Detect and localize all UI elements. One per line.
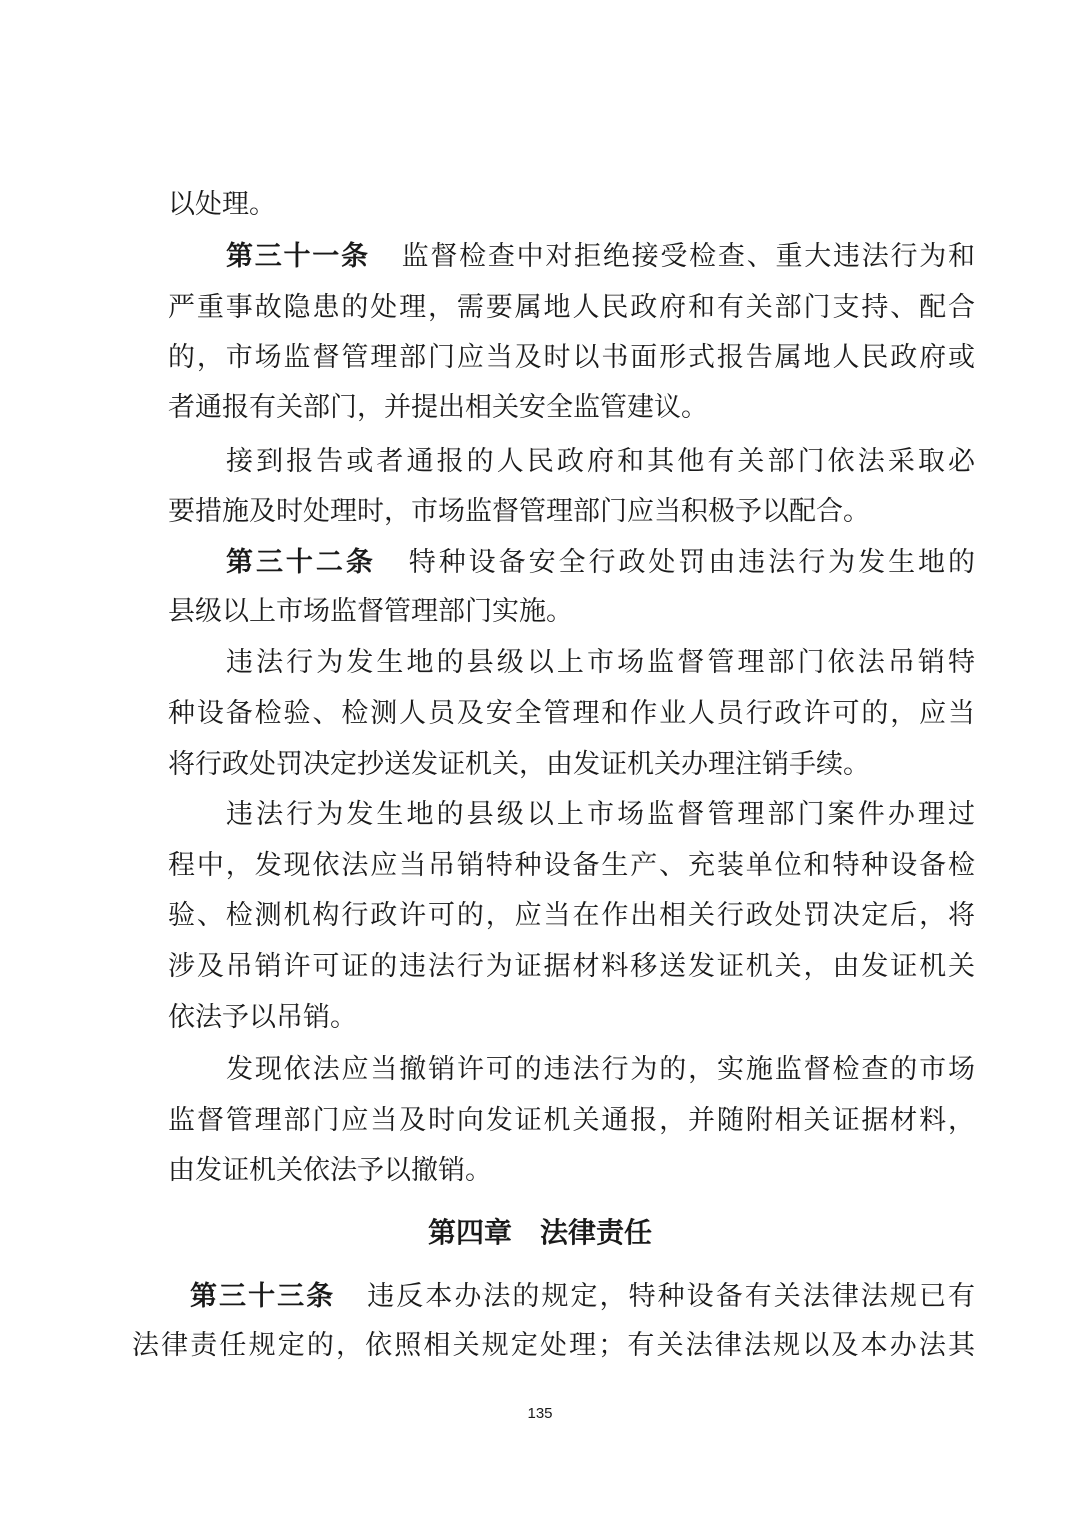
text-line bbox=[168, 694, 975, 734]
line-text: 依法予以吊销。 bbox=[168, 1002, 357, 1033]
text-line bbox=[226, 795, 975, 835]
line-text: 特种设备安全行政处罚由违法行为发生地的 bbox=[405, 547, 976, 578]
line-text: 涉及吊销许可证的违法行为证据材料移送发证机关，由发证机关 bbox=[168, 951, 975, 982]
text-line bbox=[226, 643, 975, 683]
text-line bbox=[168, 288, 975, 328]
line-text: 违反本办法的规定，特种设备有关法律法规已有 bbox=[365, 1281, 976, 1312]
text-line bbox=[168, 947, 975, 987]
line-text: 者通报有关部门，并提出相关安全监管建议。 bbox=[168, 392, 708, 423]
chapter-heading: 第四章 法律责任 bbox=[427, 1216, 652, 1249]
line-text: 程中，发现依法应当吊销特种设备生产、充装单位和特种设备检 bbox=[168, 850, 975, 881]
line-text: 由发证机关依法予以撤销。 bbox=[168, 1155, 492, 1186]
text-line bbox=[168, 998, 975, 1038]
line-text: 法律责任规定的，依照相关规定处理；有关法律法规以及本办法其 bbox=[132, 1330, 975, 1361]
text-line bbox=[168, 1101, 975, 1141]
text-line bbox=[168, 896, 975, 936]
text-line bbox=[226, 237, 975, 277]
line-text: 监督检查中对拒绝接受检查、重大违法行为和 bbox=[399, 241, 976, 272]
article-number: 第三十三条 bbox=[190, 1281, 336, 1312]
line-text: 的，市场监督管理部门应当及时以书面形式报告属地人民政府或 bbox=[168, 342, 975, 373]
text-line bbox=[168, 745, 975, 785]
line-text: 验、检测机构行政许可的，应当在作出相关行政处罚决定后，将 bbox=[168, 900, 975, 931]
line-text: 接到报告或者通报的人民政府和其他有关部门依法采取必 bbox=[226, 446, 975, 477]
line-text: 县级以上市场监督管理部门实施。 bbox=[168, 596, 573, 627]
text-line bbox=[168, 492, 975, 532]
line-text: 违法行为发生地的县级以上市场监督管理部门案件办理过 bbox=[226, 799, 975, 830]
article-number: 第三十一条 bbox=[226, 241, 370, 272]
line-text: 发现依法应当撤销许可的违法行为的，实施监督检查的市场 bbox=[226, 1054, 975, 1085]
text-line bbox=[168, 1151, 975, 1191]
line-text: 监督管理部门应当及时向发证机关通报，并随附相关证据材料， bbox=[168, 1105, 975, 1136]
text-line bbox=[168, 592, 975, 632]
line-text: 以处理。 bbox=[168, 189, 276, 220]
line-text: 要措施及时处理时，市场监督管理部门应当积极予以配合。 bbox=[168, 496, 870, 527]
text-line bbox=[132, 1326, 975, 1366]
line-text: 严重事故隐患的处理，需要属地人民政府和有关部门支持、配合 bbox=[168, 292, 975, 323]
text-line bbox=[168, 185, 975, 225]
page-number: 135 bbox=[527, 1405, 553, 1422]
text-line bbox=[168, 338, 975, 378]
text-line bbox=[190, 1277, 975, 1317]
text-line bbox=[226, 543, 975, 583]
line-text: 种设备检验、检测人员及安全管理和作业人员行政许可的，应当 bbox=[168, 698, 975, 729]
article-number: 第三十二条 bbox=[226, 547, 376, 578]
line-text: 将行政处罚决定抄送发证机关，由发证机关办理注销手续。 bbox=[168, 749, 870, 780]
text-line bbox=[168, 388, 975, 428]
text-line bbox=[226, 1050, 975, 1090]
line-text: 违法行为发生地的县级以上市场监督管理部门依法吊销特 bbox=[226, 647, 975, 678]
text-line bbox=[168, 846, 975, 886]
text-line bbox=[226, 442, 975, 482]
